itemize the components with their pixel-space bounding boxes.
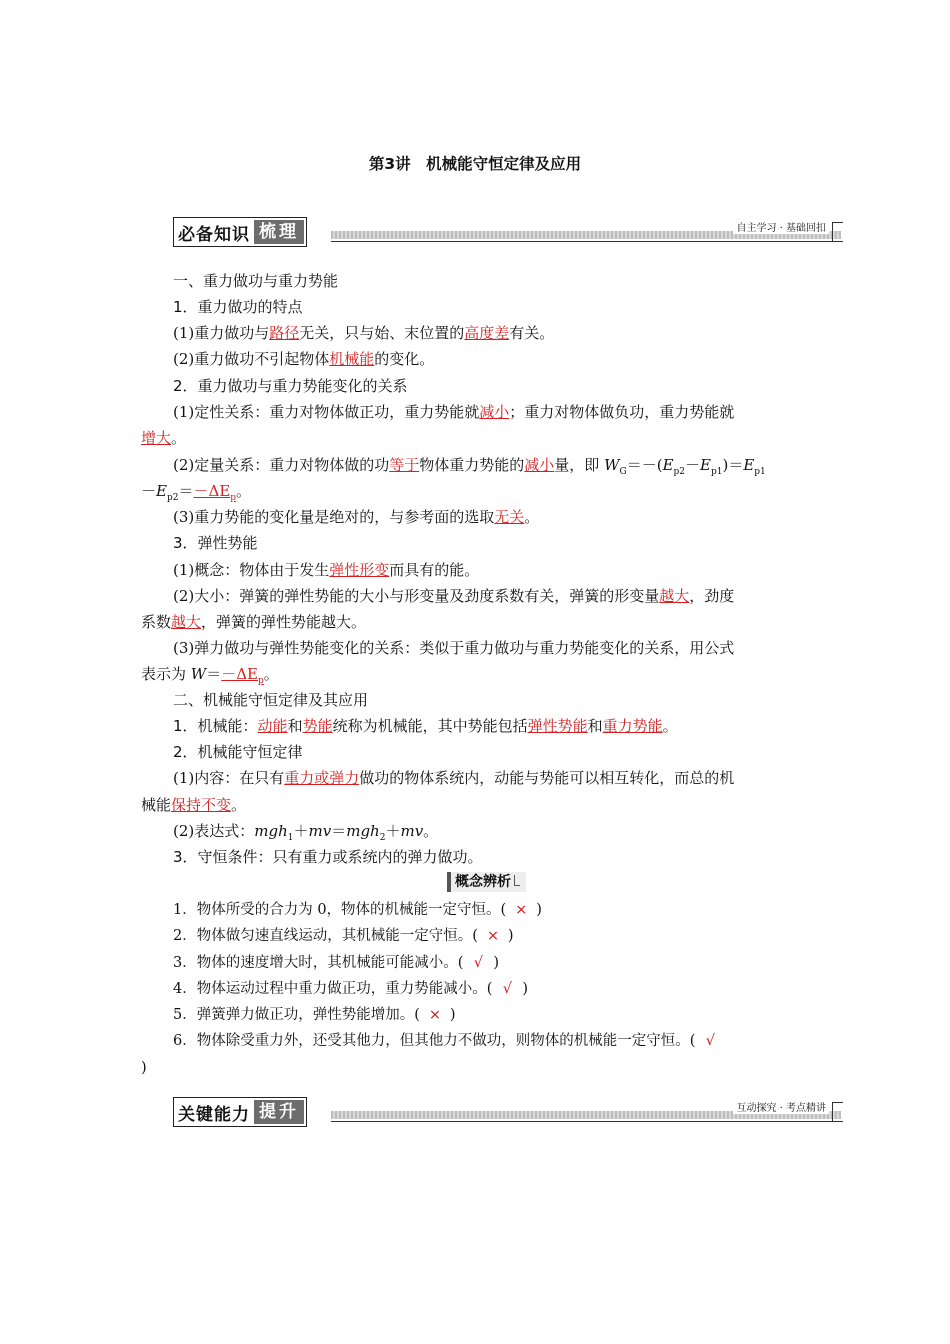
paragraph: (1)内容：在只有重力或弹力做功的物体系统内，动能与势能可以相互转化，而总的机 — [173, 769, 735, 787]
paragraph: (3)重力势能的变化量是绝对的，与参考面的选取无关。 — [173, 508, 540, 526]
banner-tag: 梳理 — [254, 220, 304, 244]
quiz-close-paren: ) — [141, 1060, 147, 1076]
subsection-heading: 2．机械能守恒定律 — [173, 743, 303, 761]
quiz-item: 3．物体的速度增大时，其机械能可能减小。( √ ) — [173, 955, 500, 971]
answer-blank: 保持不变 — [171, 796, 232, 814]
formula: mgh$_1$＋mv＝mgh$_2$＋mv — [254, 822, 424, 843]
banner-tag: 提升 — [254, 1100, 304, 1124]
answer-blank: 重力或弹力 — [284, 769, 360, 787]
concept-tag: 概念辨析 — [447, 872, 526, 892]
subsection-heading: 2．重力做功与重力势能变化的关系 — [173, 377, 408, 395]
banner-right-text: 互动探究 · 考点精讲 — [733, 1099, 829, 1114]
paragraph: (2)大小：弹簧的弹性势能的大小与形变量及劲度系数有关，弹簧的形变量越大，劲度 — [173, 587, 735, 605]
paragraph: (2)表达式：mgh$_1$＋mv＝mgh$_2$＋mv。 — [173, 822, 439, 843]
formula: $-E_{p2}=$ — [141, 482, 194, 503]
answer-blank: －ΔE — [193, 482, 231, 500]
answer-blank: 弹性势能 — [527, 717, 588, 735]
formula: $W_G=-(E_{p2}-E_{p1})=E_{p1}$ — [604, 456, 766, 477]
cross-mark-icon: × — [515, 902, 528, 918]
check-mark-icon: √ — [502, 981, 513, 997]
formula: W — [190, 665, 207, 683]
quiz-item: 5．弹簧弹力做正功，弹性势能增加。( × ) — [173, 1007, 456, 1023]
paragraph: (3)弹力做功与弹性势能变化的关系：类似于重力做功与重力势能变化的关系，用公式 — [173, 639, 735, 657]
cross-mark-icon: × — [486, 928, 499, 944]
paragraph: (1)重力做功与路径无关，只与始、末位置的高度差有关。 — [173, 324, 555, 342]
answer-blank: 路径 — [269, 324, 300, 342]
quiz-item: 1．物体所受的合力为 0，物体的机械能一定守恒。( × ) — [173, 902, 542, 918]
paragraph: 3．守恒条件：只有重力或系统内的弹力做功。 — [173, 848, 483, 866]
section-heading: 一、重力做功与重力势能 — [173, 272, 339, 290]
paragraph: (1)定性关系：重力对物体做正功，重力势能就减小；重力对物体做负功，重力势能就 — [173, 403, 735, 421]
answer-blank: 无关 — [494, 508, 525, 526]
section-banner-ability — [173, 1097, 843, 1127]
banner-left-label: 关键能力 — [178, 1104, 250, 1125]
paragraph: $-E_{p2}=-\Delta E_p$。 — [141, 482, 252, 503]
answer-blank: 越大 — [171, 613, 202, 631]
paragraph: (2)定量关系：重力对物体做的功等于物体重力势能的减小量，即 $W_G=-(E_{p2}-E_{p1})=E_{p1}$ — [173, 456, 766, 477]
answer-blank: 减小 — [524, 456, 555, 474]
paragraph: 1．机械能：动能和势能统称为机械能，其中势能包括弹性势能和重力势能。 — [173, 717, 678, 735]
answer-blank: 动能 — [257, 717, 288, 735]
subsection-heading: 1．重力做功的特点 — [173, 298, 303, 316]
answer-blank: 高度差 — [464, 324, 510, 342]
paragraph: 表示为 $W=-\Delta E_p$。 — [141, 665, 279, 686]
check-mark-icon: √ — [705, 1033, 716, 1049]
answer-blank: 势能 — [302, 717, 333, 735]
answer-blank: 减小 — [479, 403, 510, 421]
answer-blank: 等于 — [389, 456, 420, 474]
answer-blank: 越大 — [659, 587, 690, 605]
banner-left-label: 必备知识 — [178, 224, 250, 245]
corner-icon — [514, 875, 520, 886]
quiz-item: 2．物体做匀速直线运动，其机械能一定守恒。( × ) — [173, 928, 514, 944]
paragraph: (2)重力做功不引起物体机械能的变化。 — [173, 350, 435, 368]
answer-blank: 重力势能 — [602, 717, 663, 735]
check-mark-icon: √ — [473, 955, 484, 971]
answer-blank: －ΔE — [221, 665, 259, 683]
quiz-item: 4．物体运动过程中重力做正功，重力势能减小。( √ ) — [173, 981, 529, 997]
answer-blank: 弹性形变 — [329, 561, 390, 579]
subsection-heading: 3．弹性势能 — [173, 534, 258, 552]
section-banner-review — [173, 217, 843, 247]
quiz-item: 6．物体除受重力外，还受其他力，但其他力不做功，则物体的机械能一定守恒。( √ — [173, 1031, 725, 1051]
cross-mark-icon: × — [428, 1007, 441, 1023]
paragraph: (1)概念：物体由于发生弹性形变而具有的能。 — [173, 561, 480, 579]
section-heading: 二、机械能守恒定律及其应用 — [173, 691, 369, 709]
paragraph: 械能保持不变。 — [141, 796, 247, 814]
answer-blank: 机械能 — [329, 350, 375, 368]
answer-blank: 增大 — [141, 429, 172, 447]
page-title: 第3讲 机械能守恒定律及应用 — [368, 155, 582, 173]
paragraph: 系数越大，弹簧的弹性势能越大。 — [141, 613, 367, 631]
paragraph: 增大。 — [141, 429, 187, 447]
banner-right-text: 自主学习 · 基础回扣 — [733, 219, 829, 234]
